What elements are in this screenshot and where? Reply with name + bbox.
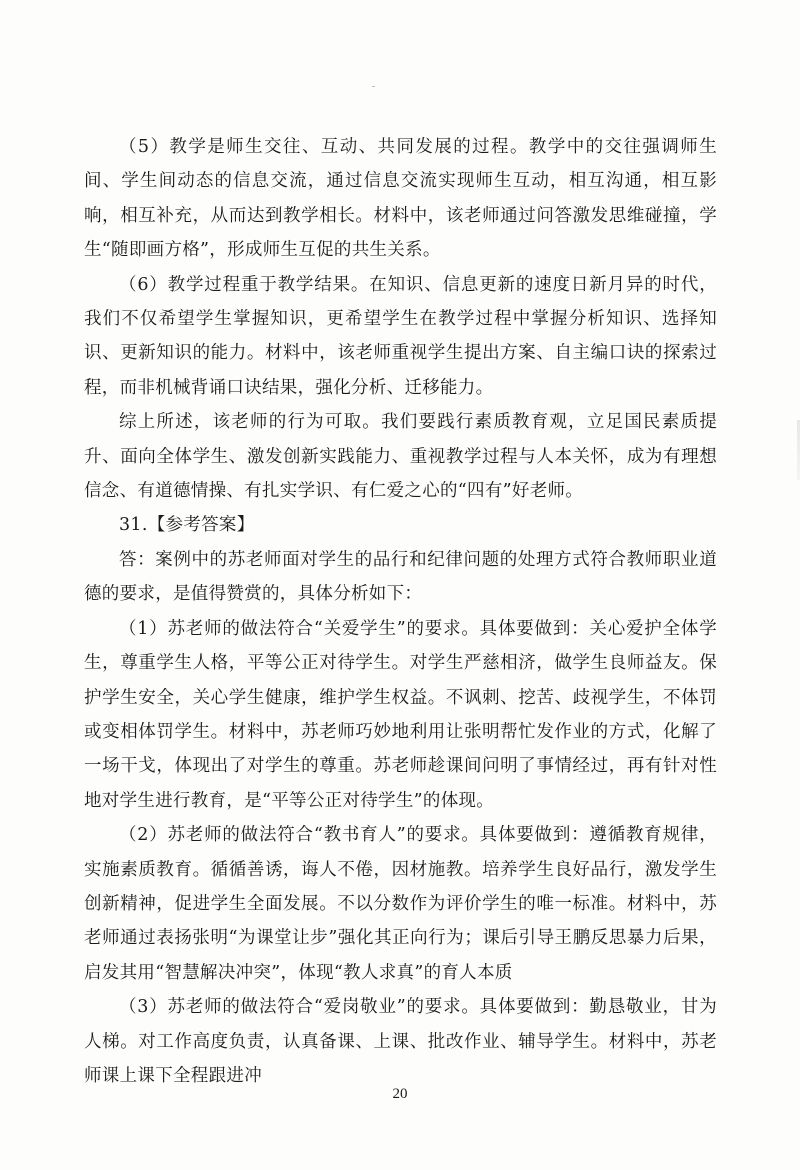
question-31-heading: 31.【参考答案】 xyxy=(119,515,255,536)
paragraph-conclusion: 综上所述，该老师的行为可取。我们要践行素质教育观，立足国民素质提升、面向全体学生、激发创新实践能力、重视教学过程与人本关怀，成为有理想信念、有道德情操、有扎实学识、有仁爱之心的“四有”好老师。 xyxy=(84,412,717,502)
paragraph-care-students: （1）苏老师的做法符合“关爱学生”的要求。具体要做到：关心爱护全体学生，尊重学生人格，平等公正对待学生。对学生严慈相济，做学生良师益友。保护学生安全，关心学生健康，维护学生权益。不讽刺、挖苦、歧视学生，不体罚或变相体罚学生。材料中，苏老师巧妙地利用让张明帮忙发作业的方式，化解了一场干戈，体现出了对学生的尊重。苏老师趁课间问明了事情经过，再有针对性地对学生进行教育，是“平等公正对待学生”的体现。 xyxy=(84,618,717,811)
document-body xyxy=(84,130,717,1093)
paragraph-point-6: （6）教学过程重于教学结果。在知识、信息更新的速度日新月异的时代，我们不仅希望学生掌握知识，更希望学生在教学过程中掌握分析知识、选择知识、更新知识的能力。材料中，该老师重视学生提出方案、自主编口诀的探索过程，而非机械背诵口诀结果，强化分析、迁移能力。 xyxy=(84,274,717,398)
page-number: 20 xyxy=(392,1086,408,1102)
paragraph-love-post: （3）苏老师的做法符合“爱岗敬业”的要求。具体要做到：勤恳敬业，甘为人梯。对工作高度负责，认真备课、上课、批改作业、辅导学生。材料中，苏老师课上课下全程跟进冲 xyxy=(84,997,717,1086)
paragraph-answer-intro: 答：案例中的苏老师面对学生的品行和纪律问题的处理方式符合教师职业道德的要求，是值得赞赏的，具体分析如下： xyxy=(84,549,717,605)
paragraph-teach-educate: （2）苏老师的做法符合“教书育人”的要求。具体要做到：遵循教育规律，实施素质教育。循循善诱，诲人不倦，因材施教。培养学生良好品行，激发学生创新精神，促进学生全面发展。不以分数作为评价学生的唯一标准。材料中，苏老师通过表扬张明“为课堂让步”强化其正向行为；课后引导王鹏反思暴力后果，启发其用“智慧解决冲突”，体现“教人求真”的育人本质 xyxy=(84,825,717,983)
scan-artifact xyxy=(372,86,375,87)
paragraph-point-5: （5）教学是师生交往、互动、共同发展的过程。教学中的交往强调师生间、学生间动态的信息交流，通过信息交流实现师生互动，相互沟通，相互影响，相互补充，从而达到教学相长。材料中，该老师通过问答激发思维碰撞，学生“随即画方格”，形成师生互促的共生关系。 xyxy=(84,137,717,261)
